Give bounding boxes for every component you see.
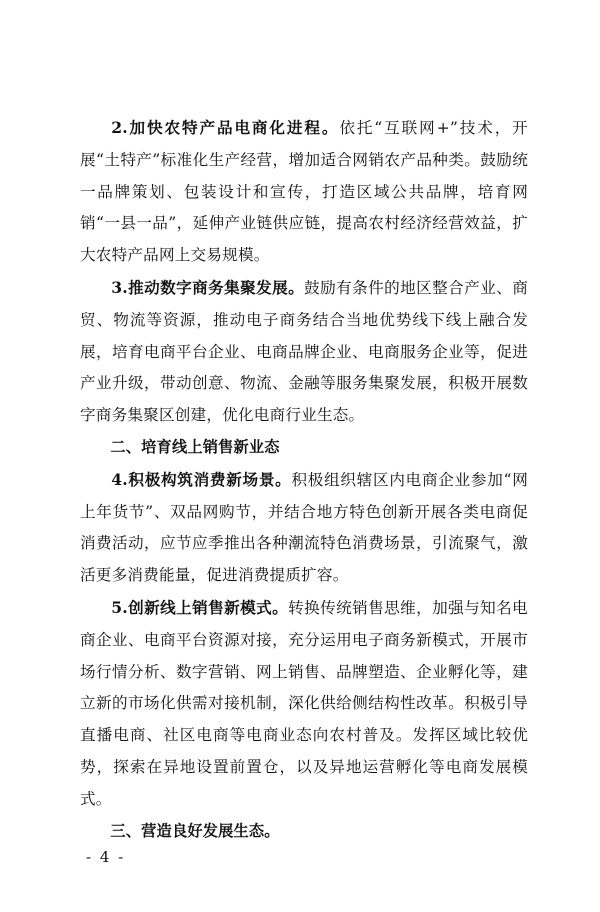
page-number: - 4 - xyxy=(86,848,126,866)
section-heading-3: 三、营造良好发展生态。 xyxy=(110,821,280,840)
item-body: 鼓励有条件的地区整合产业、商贸、物流等资源，推动电子商务结合当地优势线下线上融合发展，培育电商平台企业、电商品牌企业、电商服务企业等，促进产业升级，带动创意、物流、金融等服务集聚发展，积极开展数字商务集聚区创建，优化电商行业生态。 xyxy=(80,278,528,425)
paragraph-item-3 xyxy=(80,272,528,432)
item-body: 转换传统销售思维，加强与知名电商企业、电商平台资源对接，充分运用电子商务新模式，开展市场行情分析、数字营销、网上销售、品牌塑造、企业孵化等，建立新的市场化供需对接机制，深化供给侧结构性改革。积极引导直播电商、社区电商等电商业态向农村普及。发挥区域比较优势，探索在异地设置前置仓，以及异地运营孵化等电商发展模式。 xyxy=(80,598,528,808)
item-body: 积极组织辖区内电商企业参加“网上年货节”、双品网购节，并结合地方特色创新开展各类电商促消费活动，应节应季推出各种潮流特色消费场景，引流聚气，激活更多消费能量，促进消费提质扩容。 xyxy=(80,470,528,585)
paragraph-item-2 xyxy=(80,112,528,272)
section-heading-2: 二、培育线上销售新业态 xyxy=(110,437,280,456)
item-heading: 5.创新线上销售新模式。 xyxy=(111,597,289,617)
paragraph-item-5 xyxy=(80,592,528,816)
item-heading: 4.积极构筑消费新场景。 xyxy=(111,469,292,489)
document-body xyxy=(80,112,528,847)
item-heading: 3.推动数字商务集聚发展。 xyxy=(111,277,305,297)
paragraph-item-4 xyxy=(80,464,528,592)
item-heading: 2.加快农特产品电商化进程。 xyxy=(111,118,340,137)
item-body: 依托“互联网+”技术，开展“土特产”标准化生产经营，增加适合网销农产品种类。鼓励统一品牌策划、包装设计和宣传，打造区域公共品牌，培育网销“一县一品”，延伸产业链供应链，提高农村经济经营效益，扩大农特产品网上交易规模。 xyxy=(80,119,528,265)
